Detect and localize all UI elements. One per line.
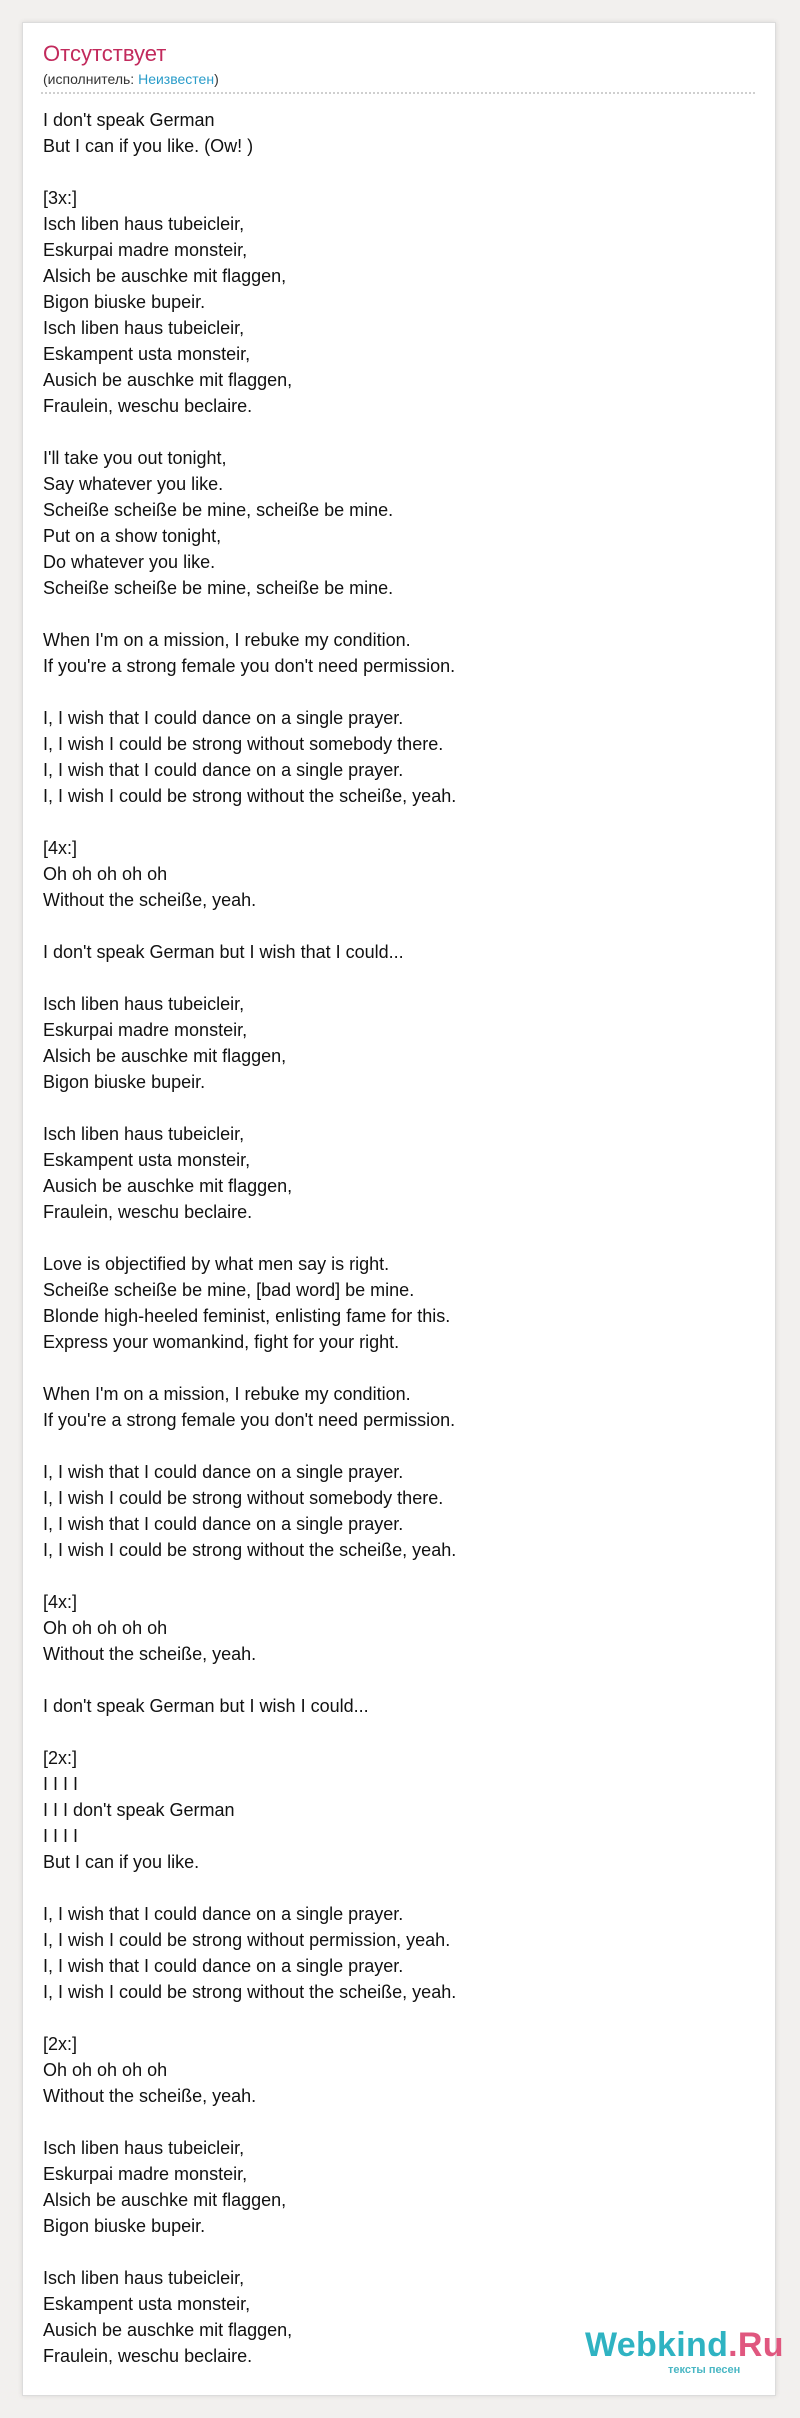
artist-prefix: (исполнитель: (43, 71, 139, 87)
artist-suffix: ) (214, 71, 219, 87)
logo-tld: .Ru (728, 2326, 784, 2364)
logo-tagline: тексты песен (668, 2364, 741, 2376)
site-logo[interactable] (585, 2326, 784, 2388)
lyrics-card (22, 22, 784, 2396)
lyrics-text: I don't speak German But I can if you like. (Ow! ) [3x:] Isch liben haus tubeicleir, Eskurpai madre monsteir, Alsich be auschke mit flaggen, Bigon biuske bupeir. Isch liben haus tubeicleir, Eskampent usta monsteir, Ausich be auschke mit flaggen, Fraulein, weschu beclaire. I'll take you out tonight, Say whatever you like. Scheiße scheiße be mine, scheiße be mine. Put on a show tonight, Do whatever you like. Scheiße scheiße be mine, scheiße be mine. When I'm on a mission, I rebuke my condition. If you're a strong female you don't need permission. I, I wish that I could dance on a single prayer. I, I wish I could be strong without somebody there. I, I wish that I could dance on a single prayer. I, I wish I could be strong without the scheiße, yeah. [4x:] Oh oh oh oh oh Without the scheiße, yeah. I don't speak German but I wish that I could... Isch liben haus tubeicleir, Eskurpai madre monsteir, Alsich be auschke mit flaggen, Bigon biuske bupeir. Isch liben haus tubeicleir, Eskampent usta monsteir, Ausich be auschke mit flaggen, Fraulein, weschu beclaire. Love is objectified by what men say is right. Scheiße scheiße be mine, [bad word] be mine. Blonde high-heeled feminist, enlisting fame for this. Express your womankind, fight for your right. When I'm on a mission, I rebuke my condition. If you're a strong female you don't need permission. I, I wish that I could dance on a single prayer. I, I wish I could be strong without somebody there. I, I wish that I could dance on a single prayer. I, I wish I could be strong without the scheiße, yeah. [4x:] Oh oh oh oh oh Without the scheiße, yeah. I don't speak German but I wish I could... [2x:] I I I I I I I don't speak German I I I I But I can if you like. I, I wish that I could dance on a single prayer. I, I wish I could be strong without permission, yeah. I, I wish that I could dance on a single prayer. I, I wish I could be strong without the scheiße, yeah. [2x:] Oh oh oh oh oh Without the scheiße, yeah. Isch liben haus tubeicleir, Eskurpai madre monsteir, Alsich be auschke mit flaggen, Bigon biuske bupeir. Isch liben haus tubeicleir, Eskampent usta monsteir, Ausich be auschke mit flaggen, Fraulein, weschu beclaire. (43, 110, 457, 2366)
logo-wordmark (585, 2328, 784, 2362)
song-title: Отсутствует (43, 41, 167, 66)
divider (41, 92, 755, 94)
artist-link[interactable]: Неизвестен (138, 71, 215, 87)
artist-line (43, 72, 219, 86)
logo-brand: Webkind (585, 2326, 729, 2364)
